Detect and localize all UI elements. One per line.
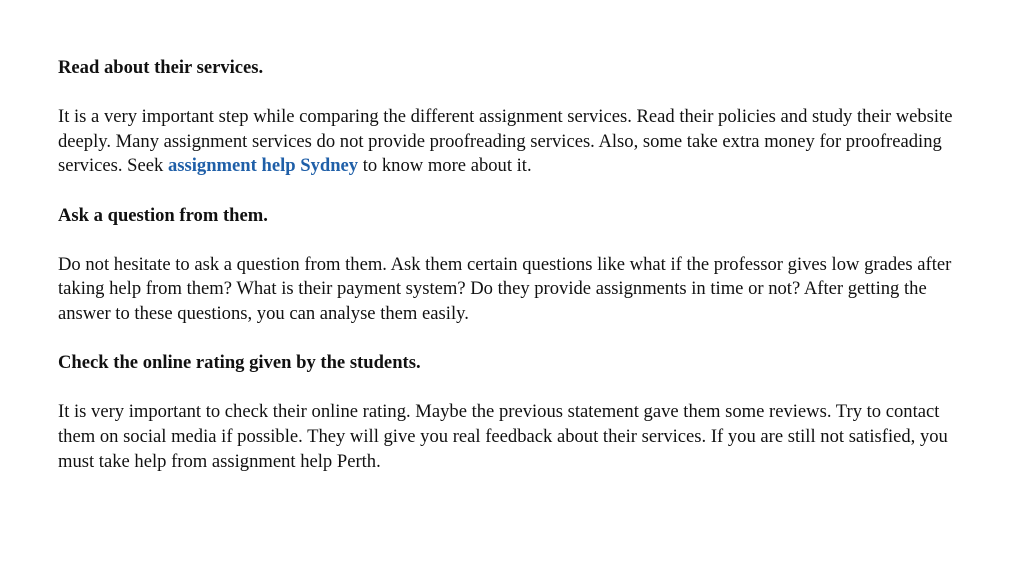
section-heading-services: Read about their services. [58,57,264,78]
section-paragraph-online-rating: It is very important to check their online rating. Maybe the previous statement gave them some reviews. Try to contact them on social media if possible. They will give you real feedback about their services. If you are still not satisfied, you must take help from assignment help Perth. [58,401,948,472]
document-body [58,56,963,499]
section-paragraph-ask-question: Do not hesitate to ask a question from them. Ask them certain questions like what if the professor gives low grades after taking help from them? What is their payment system? Do they provide assignments in time or not? After getting the answer to these questions, you can analyse them easily. [58,253,952,324]
assignment-help-sydney-link[interactable]: assignment help Sydney [167,155,359,177]
paragraph-text-after-link: to know more about it. [358,155,532,177]
paragraph-text-before-link: It is a very important step while comparing the different assignment services. Read their policies and study their website deeply. Many assignment services do not provide proofreading services. Also, some take extra money for proofreading services. Seek [58,106,953,177]
section-paragraph-services [58,105,963,179]
section-heading-online-rating: Check the online rating given by the students. [58,352,421,374]
section-heading-ask-question: Ask a question from them. [58,204,268,226]
